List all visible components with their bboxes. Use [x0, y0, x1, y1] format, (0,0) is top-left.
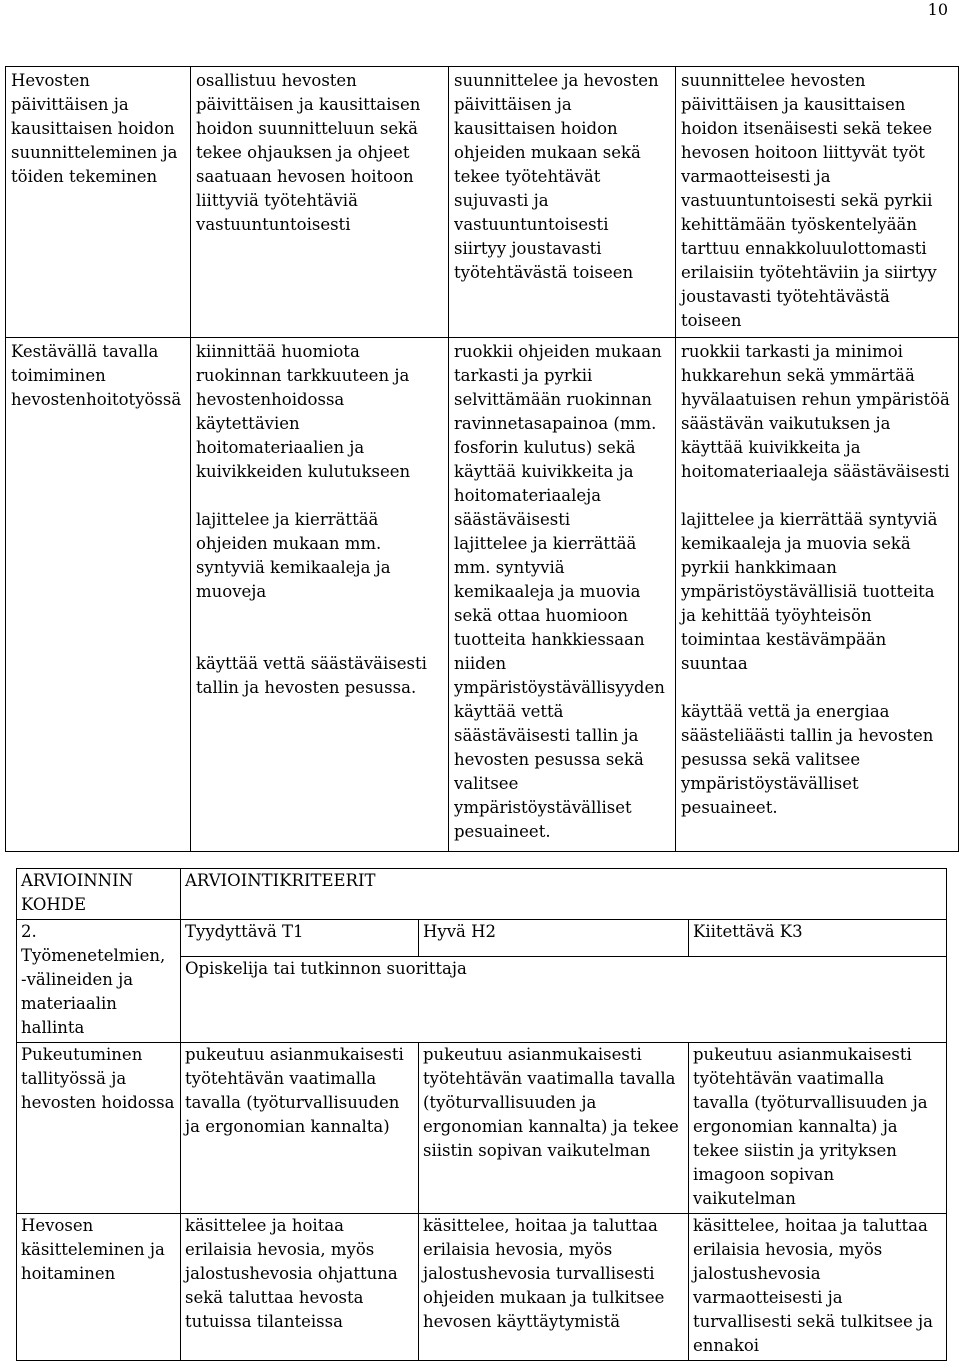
header-criteria — [181, 869, 947, 920]
cell-text: suunnittelee hevosten päivittäisen ja kausittaisen hoidon itsenäisesti sekä tekee hevosen hoitoon liittyvät työt varmaotteisesti ja vastuuntuntoisesti sekä pyrkii kehittämään työskentelyään — [681, 71, 933, 234]
criteria-t1 — [181, 1043, 419, 1214]
cell-text: käsittelee, hoitaa ja taluttaa erilaisia hevosia, myös jalostushevosia varmaotteisesti ja turvallisesti sekä tulkitsee ja ennakoi — [693, 1216, 933, 1355]
cell-text: lajittelee ja kierrättää syntyviä kemikaaleja ja muovia sekä pyrkii hankkimaan ympäristöystävällisiä tuotteita ja kehittää työyhteisön toimintaa kestävämpään suuntaa — [681, 510, 938, 673]
table-row — [17, 869, 947, 920]
table-row — [6, 67, 959, 338]
assessment-target — [6, 67, 191, 338]
criteria-k3 — [689, 1043, 947, 1214]
cell-text: käyttää vettä säästäväisesti tallin ja hevosten pesussa sekä valitsee ympäristöystävälliset pesuaineet. — [454, 702, 644, 841]
page-number: 10 — [927, 0, 948, 19]
criteria-k3 — [676, 338, 959, 852]
cell-text: suunnittelee ja hevosten päivittäisen ja kausittaisen hoidon ohjeiden mukaan sekä tekee työtehtävät sujuvasti ja vastuuntuntoisesti — [454, 71, 659, 234]
cell-text: pukeutuu asianmukaisesti työtehtävän vaatimalla tavalla (työturvallisuuden ja ergonomian kannalta) ja tekee siistin sopivan vaikutelman — [423, 1045, 679, 1160]
cell-text: käyttää vettä ja energiaa säästeliäästi tallin ja hevosten pesussa sekä valitsee ympäristöystävälliset pesuaineet. — [681, 702, 934, 817]
cell-text: osallistuu hevosten päivittäisen ja kausittaisen hoidon suunnitteluun sekä tekee ohjauksen ja ohjeet saatuaan hevosen hoitoon liittyviä työtehtäviä vastuuntuntoisesti — [196, 71, 421, 234]
criteria-t1 — [191, 67, 449, 338]
cell-text: käsittelee, hoitaa ja taluttaa erilaisia hevosia, myös jalostushevosia turvallisesti ohjeiden mukaan ja tulkitsee hevosen käyttäytymistä — [423, 1216, 665, 1331]
cell-text: käsittelee ja hoitaa erilaisia hevosia, myös jalostushevosia ohjattuna sekä taluttaa hevosta tutuissa tilanteissa — [185, 1216, 398, 1331]
cell-text: Pukeutuminen tallityössä ja hevosten hoidossa — [21, 1045, 175, 1112]
table-row — [17, 1214, 947, 1361]
criteria-k3 — [676, 67, 959, 338]
criteria-table-1 — [5, 66, 959, 852]
assessment-target — [6, 338, 191, 852]
cell-text: pukeutuu asianmukaisesti työtehtävän vaatimalla tavalla (työturvallisuuden ja ergonomian kannalta) ja tekee siistin ja yrityksen imagoon sopivan vaikutelman — [693, 1045, 928, 1208]
cell-text: Hyvä H2 — [423, 922, 497, 941]
criteria-h2 — [449, 67, 676, 338]
cell-text: Tyydyttävä T1 — [185, 922, 304, 941]
assessment-target — [17, 1214, 181, 1361]
table-row — [17, 920, 947, 957]
cell-text: ARVIOINTIKRITEERIT — [185, 871, 376, 890]
cell-text: ruokkii ohjeiden mukaan tarkasti ja pyrkii selvittämään ruokinnan ravinnetasapainoa (mm. fosforin kulutus) sekä käyttää kuivikkeita ja hoitomateriaaleja säästäväisesti — [454, 342, 662, 529]
table-row — [17, 1043, 947, 1214]
grade-h2 — [419, 920, 689, 957]
cell-text: käyttää vettä säästäväisesti tallin ja hevosten pesussa. — [196, 654, 427, 697]
cell-text: lajittelee ja kierrättää mm. syntyviä kemikaaleja ja muovia sekä ottaa huomioon tuotteita hankkiessaan niiden ympäristöystävällisyyden — [454, 534, 665, 697]
cell-text: Hevosen käsitteleminen ja hoitaminen — [21, 1216, 165, 1283]
cell-text: siirtyy joustavasti työtehtävästä toiseen — [454, 239, 634, 282]
criteria-k3 — [689, 1214, 947, 1361]
criteria-t1 — [191, 338, 449, 852]
cell-text: ruokkii tarkasti ja minimoi hukkarehun sekä ymmärtää hyvälaatuisen rehun ympäristöä säästävän vaikutuksen ja käyttää kuivikkeita ja hoitomateriaaleja säästäväisesti — [681, 342, 950, 481]
section-title: Työmenetelmien, -välineiden ja materiaalin hallinta — [21, 946, 166, 1037]
cell-text: Hevosten päivittäisen ja kausittaisen hoidon suunnitteleminen ja töiden tekeminen — [11, 71, 178, 186]
criteria-h2 — [419, 1214, 689, 1361]
cell-text: kiinnittää huomiota ruokinnan tarkkuuteen ja hevostenhoidossa käytettävien hoitomateriaalien ja kuivikkeiden kulutukseen — [196, 342, 411, 481]
cell-text: Kiitettävä K3 — [693, 922, 803, 941]
cell-text: tarttuu ennakkoluulottomasti erilaisiin työtehtäviin ja siirtyy joustavasti työtehtävästä toiseen — [681, 239, 937, 330]
table-row — [6, 338, 959, 852]
criteria-h2 — [419, 1043, 689, 1214]
cell-text: Opiskelija tai tutkinnon suorittaja — [185, 959, 467, 978]
subject-cell — [181, 957, 947, 1043]
assessment-target — [17, 1043, 181, 1214]
section-number: 2. — [21, 922, 37, 941]
cell-text: Kestävällä tavalla toimiminen hevostenhoitotyössä — [11, 342, 182, 409]
cell-text: lajittelee ja kierrättää ohjeiden mukaan mm. syntyviä kemikaaleja ja muoveja — [196, 510, 391, 601]
criteria-h2 — [449, 338, 676, 852]
criteria-table-2 — [16, 868, 947, 1361]
criteria-t1 — [181, 1214, 419, 1361]
grade-k3 — [689, 920, 947, 957]
grade-t1 — [181, 920, 419, 957]
header-target — [17, 869, 181, 920]
cell-text: pukeutuu asianmukaisesti työtehtävän vaatimalla tavalla (työturvallisuuden ja ergonomian kannalta) — [185, 1045, 404, 1136]
section-cell — [17, 920, 181, 1043]
cell-text: ARVIOINNIN KOHDE — [21, 871, 134, 914]
